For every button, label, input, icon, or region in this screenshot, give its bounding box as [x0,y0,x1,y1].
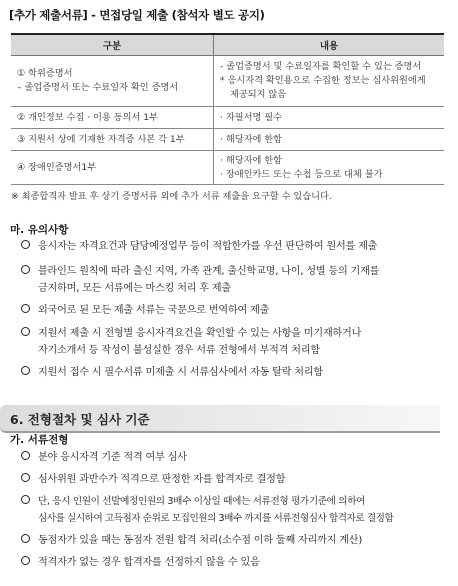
circle-bullet-icon [21,451,30,460]
table-header-row [11,34,444,56]
list-item [21,531,362,550]
circle-bullet-icon [21,304,30,313]
cell-line: – 졸업증명서 또는 수료일자 확인 증명서 [17,82,179,93]
circle-bullet-icon [21,495,30,504]
list-item-text: 적격자가 없는 경우 합격자를 선정하지 않을 수 있음 [38,557,260,568]
table-cell-content [214,151,445,185]
section-heading-notes: 마. 유의사항 [10,224,69,236]
cell-line: * 응시자격 확인용으로 수집한 정보는 심사위원에게 [220,75,426,86]
table-cell-category [11,107,214,129]
list-item-text: 심사위원 과반수가 적격으로 판정한 자를 합격자로 결정함 [38,474,286,485]
list-item-continuation: 심사를 실시하여 고득점자 순위로 모집인원의 3배수 까지를 서류전형심사 합격자로 결정함 [38,513,394,524]
circle-bullet-icon [21,473,30,482]
list-item-text: 블라인드 원칙에 따라 출신 지역, 가족 관계, 출신학교명, 나이, 성별 등의 기재를 [38,266,380,277]
table-cell-category [11,151,214,185]
circle-bullet-icon [21,366,30,375]
cell-line: ② 개인정보 수집 · 이용 동의서 1부 [17,111,159,123]
table-cell-content [214,56,445,107]
required-documents-table [11,33,444,185]
list-item [21,301,269,320]
table-cell-content [214,107,445,129]
footnote: ※ 최종합격자 발표 후 상기 증명서류 외에 추가 서류 제출을 요구할 수 있습니다. [11,191,332,202]
table-cell-category [11,56,214,107]
cell-line: 제공되지 않음 [230,89,287,100]
list-item-text: 분야 응시자격 기준 적격 여부 심사 [38,452,187,463]
cell-line: ① 학위증명서 [17,68,73,79]
table-header-content: 내용 [214,34,445,56]
table-cell-content [214,129,445,151]
list-item [21,470,285,489]
circle-bullet-icon [21,240,30,249]
list-item [21,553,260,572]
list-item-continuation: 자기소개서 등 작성이 불성실한 경우 서류 전형에서 부적격 처리함 [38,345,320,356]
cell-line: ③ 지원서 상에 기재한 자격증 사본 각 1부 [17,133,185,145]
circle-bullet-icon [21,534,30,543]
cell-line: ④ 장애인증명서1부 [17,161,97,173]
circle-bullet-icon [21,265,30,274]
list-item-text: 지원서 접수 시 필수서류 미제출 시 서류심사에서 자동 탈락 처리함 [38,367,323,378]
circle-bullet-icon [21,327,30,336]
table-row [11,129,444,151]
list-item-text: 단, 응시 인원이 선발예정인원의 3배수 이상일 때에는 서류전형 평가기준에 의하여 [38,496,366,507]
section-heading-document-screening: 가. 서류전형 [10,434,69,446]
table-cell-category [11,129,214,151]
list-item-text: 지원서 제출 시 전형별 응시자격요건을 확인할 수 있는 사항을 미기재하거나 [38,328,362,339]
document-title: [추가 제출서류] - 면접당일 제출 (참석자 별도 공지) [9,8,265,22]
list-item-text: 동점자가 있을 때는 동점자 전원 합격 처리(소수점 이하 둘째 자리까지 계산) [38,535,363,546]
table-row [11,56,444,107]
list-item-continuation: 금지하며, 모든 서류에는 마스킹 처리 후 제출 [38,283,231,294]
table-row [11,151,444,185]
list-item [21,363,323,382]
cell-line: · 자필서명 필수 [220,111,283,123]
circle-bullet-icon [21,556,30,565]
table-row [11,107,444,129]
cell-line: · 해당자에 한함 [220,133,283,145]
cell-line: · 장애인카드 또는 수첩 등으로 대체 불가 [220,168,383,180]
section-banner [0,405,440,433]
list-item [21,448,187,467]
list-item-text: 응시자는 자격요건과 담당예정업무 등이 적합한가를 우선 판단하여 원서를 제출 [38,241,378,252]
cell-line: - 졸업증명서 및 수료일자를 확인할 수 있는 증명서 [220,61,422,72]
cell-line: · 해당자에 한함 [220,154,283,166]
section-banner-title: 6. 전형절차 및 심사 기준 [10,412,150,427]
list-item [21,237,377,256]
list-item-text: 외국어로 된 모든 제출 서류는 국문으로 번역하여 제출 [38,305,270,316]
table-header-category: 구분 [11,34,214,56]
